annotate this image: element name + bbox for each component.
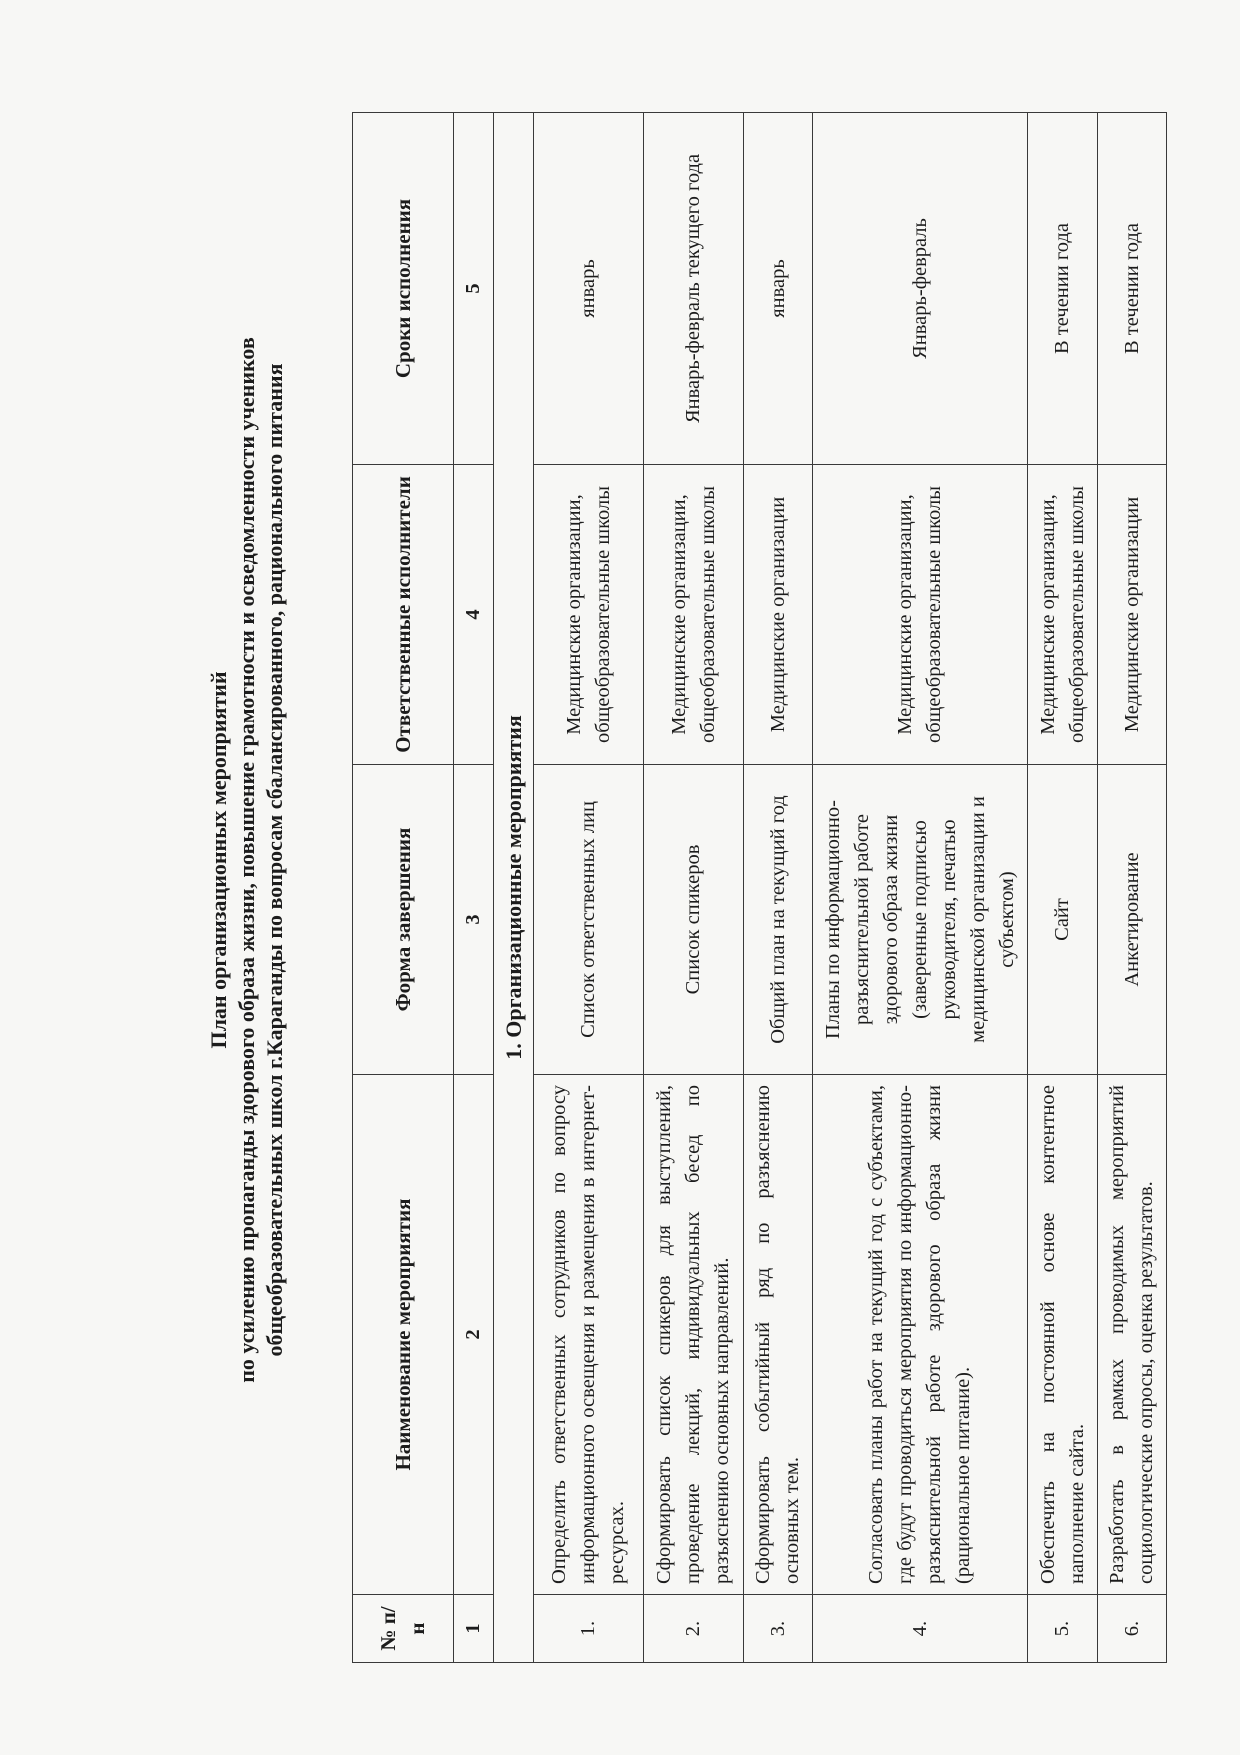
row-number: 1. — [534, 1595, 644, 1663]
title-line-1: План организационных мероприятий — [206, 671, 231, 1049]
completion-form: Список спикеров — [644, 765, 744, 1075]
col-number-1: 1 — [454, 1595, 494, 1663]
deadline: В течении года — [1098, 113, 1167, 465]
row-number: 3. — [744, 1595, 813, 1663]
responsible: Медицинские организации — [744, 465, 813, 765]
table-row — [1028, 113, 1098, 1663]
column-number-row — [454, 113, 494, 1663]
event-name: Согласовать планы работ на текущий год с субъектами, где будут проводиться мероприятия по информационно-разъяснительной работе здорового образа жизни (рациональное питание). — [813, 1075, 1028, 1595]
completion-form: Сайт — [1028, 765, 1098, 1075]
table-row — [744, 113, 813, 1663]
document-title — [205, 230, 289, 1490]
table-row — [813, 113, 1028, 1663]
plan-table — [352, 112, 1167, 1663]
table-row — [644, 113, 744, 1663]
row-number: 6. — [1098, 1595, 1167, 1663]
deadline: В течении года — [1028, 113, 1098, 465]
event-name: Сформировать событийный ряд по разъяснению основных тем. — [744, 1075, 813, 1595]
row-number: 2. — [644, 1595, 744, 1663]
header-name: Наименование мероприятия — [353, 1075, 454, 1595]
col-number-2: 2 — [454, 1075, 494, 1595]
header-responsible: Ответственные исполнители — [353, 465, 454, 765]
deadline: январь — [744, 113, 813, 465]
title-line-3: общеобразовательных школ г.Караганды по вопросам сбалансированного, рационального питания — [262, 363, 287, 1357]
col-number-3: 3 — [454, 765, 494, 1075]
col-number-5: 5 — [454, 113, 494, 465]
completion-form: Планы по информационно-разъяснительной работе здорового образа жизни (заверенные подписью руководителя, печатью медицинской организации и субъектом) — [813, 765, 1028, 1075]
completion-form: Анкетирование — [1098, 765, 1167, 1075]
responsible: Медицинские организации, общеобразовательные школы — [1028, 465, 1098, 765]
title-line-2: по усилению пропаганды здорового образа жизни, повышение грамотности и осведомленности учеников — [234, 337, 259, 1383]
col-number-4: 4 — [454, 465, 494, 765]
table-row — [1098, 113, 1167, 1663]
header-row — [353, 113, 454, 1663]
header-deadline: Сроки исполнения — [353, 113, 454, 465]
responsible: Медицинские организации — [1098, 465, 1167, 765]
section-title: 1. Организационные мероприятия — [494, 113, 534, 1663]
section-row — [494, 113, 534, 1663]
header-form: Форма завершения — [353, 765, 454, 1075]
deadline: январь — [534, 113, 644, 465]
row-number: 5. — [1028, 1595, 1098, 1663]
responsible: Медицинские организации, общеобразовательные школы — [534, 465, 644, 765]
event-name: Обеспечить на постоянной основе контентное наполнение сайта. — [1028, 1075, 1098, 1595]
deadline: Январь-февраль текущего года — [644, 113, 744, 465]
row-number: 4. — [813, 1595, 1028, 1663]
completion-form: Общий план на текущий год — [744, 765, 813, 1075]
event-name: Разработать в рамках проводимых мероприятий социологические опросы, оценка результатов. — [1098, 1075, 1167, 1595]
responsible: Медицинские организации, общеобразовательные школы — [813, 465, 1028, 765]
deadline: Январь-февраль — [813, 113, 1028, 465]
header-number: № п/н — [353, 1595, 454, 1663]
table-row — [534, 113, 644, 1663]
event-name: Сформировать список спикеров для выступлений, проведение лекций, индивидуальных бесед по разъяснению основных направлений. — [644, 1075, 744, 1595]
responsible: Медицинские организации, общеобразовательные школы — [644, 465, 744, 765]
event-name: Определить ответственных сотрудников по вопросу информационного освещения и размещения в интернет-ресурсах. — [534, 1075, 644, 1595]
completion-form: Список ответственных лиц — [534, 765, 644, 1075]
